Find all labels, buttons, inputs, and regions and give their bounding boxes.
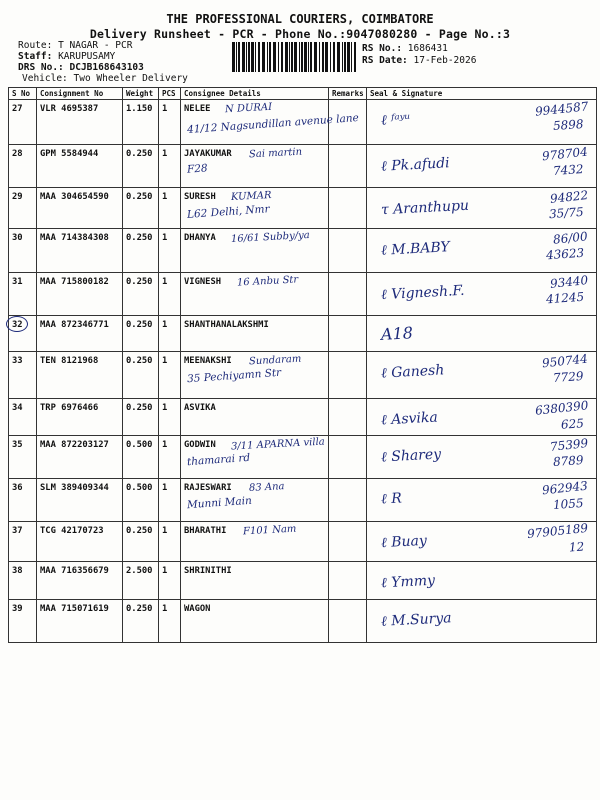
signature-cell <box>367 399 597 436</box>
table-row <box>9 436 597 479</box>
rs-no-line <box>362 43 448 54</box>
remarks-cell <box>329 145 367 188</box>
table-row <box>9 145 597 188</box>
drs-line <box>18 62 144 73</box>
rs-date-line <box>362 55 476 66</box>
weight-cell: 0.250 <box>123 188 159 229</box>
sno-value: 39 <box>12 604 23 614</box>
handwritten-note-1: 83 Ana <box>248 481 285 494</box>
handwritten-phone-1: 75399 <box>549 436 589 454</box>
rs-no-value: 1686431 <box>407 43 448 54</box>
sno-value: 30 <box>12 233 23 243</box>
consignee-cell <box>181 316 329 352</box>
weight-cell: 0.250 <box>123 229 159 273</box>
handwritten-signature: A18 <box>380 323 414 344</box>
table-row <box>9 399 597 436</box>
remarks-cell <box>329 522 367 562</box>
consignee-cell <box>181 273 329 316</box>
handwritten-note-1: 16 Anbu Str <box>236 274 299 289</box>
sno-cell <box>9 100 37 145</box>
col-consignee: Consignee Details <box>181 88 329 100</box>
table-row <box>9 479 597 522</box>
vehicle-label: Vehicle: <box>22 73 68 84</box>
table-row <box>9 316 597 352</box>
weight-cell: 1.150 <box>123 100 159 145</box>
table-row <box>9 273 597 316</box>
vehicle-value: Two Wheeler Delivery <box>73 73 188 84</box>
sno-cell <box>9 273 37 316</box>
consignee-name: BHARATHI <box>184 526 227 536</box>
rs-date-label: RS Date: <box>362 55 408 66</box>
handwritten-note-1: KUMAR <box>230 189 272 204</box>
consignment-cell: MAA 715071619 <box>37 600 123 643</box>
sno-value: 32 <box>12 320 23 330</box>
handwritten-signature: ℓ R <box>380 490 403 508</box>
signature-cell <box>367 188 597 229</box>
sno-cell <box>9 316 37 352</box>
pcs-cell: 1 <box>159 562 181 600</box>
sno-value: 28 <box>12 149 23 159</box>
handwritten-note-1: 3/11 APARNA villa <box>230 436 326 453</box>
sno-cell <box>9 145 37 188</box>
drs-label: DRS No.: <box>18 62 64 73</box>
pcs-cell: 1 <box>159 273 181 316</box>
remarks-cell <box>329 436 367 479</box>
handwritten-phone-2: 5898 <box>553 116 585 134</box>
sno-value: 36 <box>12 483 23 493</box>
consignment-cell: MAA 714384308 <box>37 229 123 273</box>
pcs-cell: 1 <box>159 100 181 145</box>
handwritten-note-1: F101 Nam <box>242 523 297 538</box>
sno-value: 35 <box>12 440 23 450</box>
signature-cell <box>367 145 597 188</box>
signature-cell <box>367 273 597 316</box>
col-consignment: Consignment No <box>37 88 123 100</box>
consignee-cell <box>181 229 329 273</box>
sno-cell <box>9 436 37 479</box>
vehicle-line <box>22 73 188 84</box>
consignment-cell: TEN 8121968 <box>37 352 123 399</box>
handwritten-phone-1: 962943 <box>541 478 589 498</box>
sno-cell <box>9 229 37 273</box>
col-signature: Seal & Signature <box>367 88 597 100</box>
consignee-cell <box>181 600 329 643</box>
sno-cell <box>9 399 37 436</box>
remarks-cell <box>329 479 367 522</box>
consignee-cell <box>181 562 329 600</box>
handwritten-signature: ℓ Sharey <box>380 446 442 466</box>
handwritten-phone-2: 1055 <box>553 495 585 513</box>
handwritten-signature: ℓ ᶠᵃʸᵘ <box>380 111 411 129</box>
pcs-cell: 1 <box>159 188 181 229</box>
consignee-name: ASVIKA <box>184 403 216 413</box>
consignment-cell: MAA 872346771 <box>37 316 123 352</box>
handwritten-phone-1: 94822 <box>549 188 589 206</box>
remarks-cell <box>329 600 367 643</box>
consignee-name: RAJESWARI <box>184 483 232 493</box>
weight-cell: 0.250 <box>123 399 159 436</box>
handwritten-signature: ℓ Ganesh <box>380 362 445 382</box>
weight-cell: 0.250 <box>123 522 159 562</box>
sno-value: 27 <box>12 104 23 114</box>
consignment-cell: SLM 389409344 <box>37 479 123 522</box>
col-pcs: PCS <box>159 88 181 100</box>
sno-cell <box>9 522 37 562</box>
consignee-name: SHANTHANALAKSHMI <box>184 320 269 330</box>
signature-cell <box>367 479 597 522</box>
table-header-row <box>9 88 597 100</box>
signature-cell <box>367 562 597 600</box>
remarks-cell <box>329 188 367 229</box>
handwritten-note-1: Sai martin <box>248 146 303 161</box>
signature-cell <box>367 100 597 145</box>
signature-cell <box>367 352 597 399</box>
handwritten-note-2: 41/12 Nagsundillan avenue lane <box>186 112 360 136</box>
handwritten-phone-1: 9944587 <box>533 99 589 119</box>
pcs-cell: 1 <box>159 399 181 436</box>
consignment-cell: MAA 715800182 <box>37 273 123 316</box>
col-weight: Weight <box>123 88 159 100</box>
signature-cell <box>367 522 597 562</box>
consignee-cell <box>181 436 329 479</box>
pcs-cell: 1 <box>159 522 181 562</box>
handwritten-signature: ℓ Buay <box>380 532 428 552</box>
remarks-cell <box>329 273 367 316</box>
sno-value: 37 <box>12 526 23 536</box>
handwritten-phone-1: 6380390 <box>533 398 589 418</box>
staff-label: Staff: <box>18 51 53 62</box>
pcs-cell: 1 <box>159 316 181 352</box>
handwritten-note-1: Sundaram <box>248 353 302 368</box>
handwritten-phone-1: 97905189 <box>526 520 589 542</box>
sno-value: 29 <box>12 192 23 202</box>
handwritten-phone-2: 35/75 <box>548 204 585 222</box>
weight-cell: 0.250 <box>123 352 159 399</box>
consignee-cell <box>181 522 329 562</box>
handwritten-signature: ℓ Vignesh.F. <box>380 282 465 304</box>
handwritten-signature: ℓ Asvika <box>380 409 439 429</box>
weight-cell: 0.500 <box>123 436 159 479</box>
col-sno: S No <box>9 88 37 100</box>
weight-cell: 0.250 <box>123 316 159 352</box>
weight-cell: 0.250 <box>123 145 159 188</box>
handwritten-note-1: N DURAI <box>224 101 273 116</box>
weight-cell: 0.250 <box>123 600 159 643</box>
sno-cell <box>9 352 37 399</box>
pcs-cell: 1 <box>159 352 181 399</box>
handwritten-note-2: Munni Main <box>186 494 253 512</box>
consignment-cell: TCG 42170723 <box>37 522 123 562</box>
table-row <box>9 229 597 273</box>
rs-no-label: RS No.: <box>362 43 403 54</box>
sno-cell <box>9 479 37 522</box>
staff-value: KARUPUSAMY <box>58 51 116 62</box>
handwritten-phone-1: 978704 <box>541 144 589 164</box>
pcs-cell: 1 <box>159 600 181 643</box>
handwritten-phone-2: 625 <box>560 416 585 432</box>
handwritten-phone-2: 8789 <box>553 452 585 470</box>
consignee-name: SURESH <box>184 192 216 202</box>
handwritten-phone-2: 43623 <box>545 245 585 263</box>
sno-cell <box>9 188 37 229</box>
consignee-name: VIGNESH <box>184 277 222 287</box>
handwritten-phone-1: 86/00 <box>552 229 589 247</box>
route-label: Route: <box>18 40 53 51</box>
consignee-cell <box>181 100 360 145</box>
table-row <box>9 188 597 229</box>
pcs-cell: 1 <box>159 436 181 479</box>
signature-cell <box>367 436 597 479</box>
runsheet-table <box>8 87 597 643</box>
handwritten-note-1: 16/61 Subby/ya <box>230 229 310 246</box>
table-row <box>9 352 597 399</box>
handwritten-signature: ℓ Pk.afudi <box>380 155 450 175</box>
route-line <box>18 40 132 51</box>
barcode-icon <box>232 42 358 72</box>
sno-value: 31 <box>12 277 23 287</box>
table-row <box>9 100 597 145</box>
handwritten-note-2: F28 <box>186 162 209 176</box>
handwritten-phone-2: 41245 <box>545 289 585 307</box>
handwritten-phone-1: 93440 <box>549 273 589 291</box>
sno-value: 38 <box>12 566 23 576</box>
remarks-cell <box>329 100 367 145</box>
handwritten-signature: ℓ M.Surya <box>380 610 452 630</box>
weight-cell: 0.500 <box>123 479 159 522</box>
consignee-name: SHRINITHI <box>184 566 232 576</box>
consignment-cell: MAA 716356679 <box>37 562 123 600</box>
consignee-cell <box>181 145 329 188</box>
remarks-cell <box>329 562 367 600</box>
sno-value: 33 <box>12 356 23 366</box>
remarks-cell <box>329 399 367 436</box>
route-value: T NAGAR - PCR <box>58 40 133 51</box>
pcs-cell: 1 <box>159 479 181 522</box>
handwritten-phone-1: 950744 <box>541 351 589 371</box>
signature-cell <box>367 600 597 643</box>
handwritten-signature: ℓ Ymmy <box>380 572 436 592</box>
signature-cell <box>367 229 597 273</box>
handwritten-phone-2: 7729 <box>553 368 585 386</box>
consignee-cell <box>181 188 329 229</box>
handwritten-note-2: L62 Delhi, Nmr <box>186 203 270 221</box>
signature-cell <box>367 316 597 352</box>
consignee-name: GODWIN <box>184 440 216 450</box>
consignment-cell: GPM 5584944 <box>37 145 123 188</box>
pcs-cell: 1 <box>159 145 181 188</box>
handwritten-phone-2: 7432 <box>553 161 585 179</box>
handwritten-phone-2: 12 <box>568 539 585 555</box>
pcs-cell: 1 <box>159 229 181 273</box>
remarks-cell <box>329 316 367 352</box>
consignment-cell: VLR 4695387 <box>37 100 123 145</box>
consignment-cell: TRP 6976466 <box>37 399 123 436</box>
drs-value: DCJB168643103 <box>69 62 144 73</box>
circle-mark-icon <box>6 316 28 332</box>
table-row <box>9 522 597 562</box>
consignee-name: NELEE <box>184 104 211 114</box>
handwritten-signature: τ Aranthupu <box>380 197 470 219</box>
consignee-name: WAGON <box>184 604 211 614</box>
sno-cell <box>9 562 37 600</box>
table-row <box>9 562 597 600</box>
table-row <box>9 600 597 643</box>
consignment-cell: MAA 872203127 <box>37 436 123 479</box>
handwritten-note-2: thamarai rd <box>186 451 251 469</box>
handwritten-signature: ℓ M.BABY <box>380 239 451 259</box>
runsheet-title: Delivery Runsheet - PCR - Phone No.:9047080280 - Page No.:3 <box>89 27 511 41</box>
consignment-cell: MAA 304654590 <box>37 188 123 229</box>
company-name: THE PROFESSIONAL COURIERS, COIMBATORE <box>166 12 434 26</box>
consignee-name: MEENAKSHI <box>184 356 232 366</box>
sno-value: 34 <box>12 403 23 413</box>
col-remarks: Remarks <box>329 88 367 100</box>
remarks-cell <box>329 352 367 399</box>
consignee-name: JAYAKUMAR <box>184 149 232 159</box>
handwritten-note-2: 35 Pechiyamn Str <box>186 366 282 386</box>
sno-cell <box>9 600 37 643</box>
consignee-name: DHANYA <box>184 233 216 243</box>
staff-line <box>18 51 115 62</box>
consignee-cell <box>181 399 329 436</box>
weight-cell: 0.250 <box>123 273 159 316</box>
remarks-cell <box>329 229 367 273</box>
consignee-cell <box>181 479 329 522</box>
rs-date-value: 17-Feb-2026 <box>413 55 477 66</box>
consignee-cell <box>181 352 329 399</box>
weight-cell: 2.500 <box>123 562 159 600</box>
